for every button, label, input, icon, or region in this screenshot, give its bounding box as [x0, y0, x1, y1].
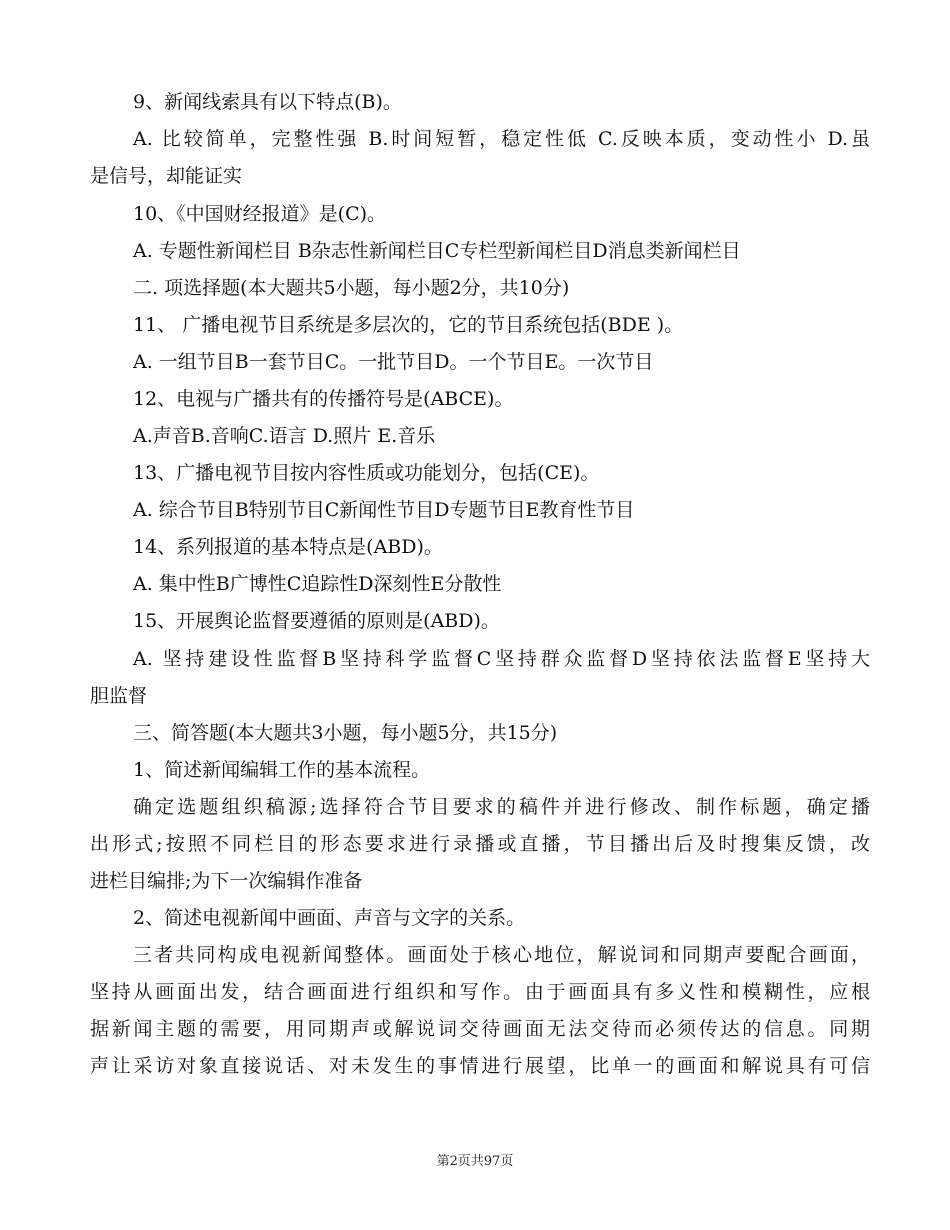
answer-2-line-3: 据新闻主题的需要，用同期声或解说词交待画面无法交待而必须传达的信息。同期	[90, 1018, 870, 1040]
question-11-options: A. 一组节目B一套节目C。一批节目D。一个节目E。一次节目	[133, 351, 654, 373]
question-14: 14、系列报道的基本特点是(ABD)。	[133, 536, 443, 558]
question-15-options-cont: 胆监督	[90, 685, 148, 707]
question-13: 13、广播电视节目按内容性质或功能划分，包括(CE)。	[133, 462, 600, 484]
essay-question-2: 2、简述电视新闻中画面、声音与文字的关系。	[133, 907, 526, 929]
page-number-footer: 第2页共97页	[436, 1154, 514, 1169]
answer-1-line-1: 确定选题组织稿源;选择符合节目要求的稿件并进行修改、制作标题，确定播	[133, 796, 870, 818]
answer-2-line-4: 声让采访对象直接说话、对未发生的事情进行展望，比单一的画面和解说具有可信	[90, 1055, 870, 1077]
answer-1-line-2: 出形式;按照不同栏目的形态要求进行录播或直播，节目播出后及时搜集反馈，改	[90, 833, 870, 855]
question-15: 15、开展舆论监督要遵循的原则是(ABD)。	[133, 610, 500, 632]
essay-question-1: 1、简述新闻编辑工作的基本流程。	[133, 759, 431, 781]
question-11: 11、 广播电视节目系统是多层次的，它的节目系统包括(BDE )。	[133, 314, 684, 336]
question-12: 12、电视与广播共有的传播符号是(ABCE)。	[133, 388, 514, 410]
section-2-heading: 二. 项选择题(本大题共5小题，每小题2分，共10分)	[133, 277, 570, 299]
answer-2-line-2: 坚持从画面出发，结合画面进行组织和写作。由于画面具有多义性和模糊性，应根	[90, 981, 870, 1003]
question-12-options: A.声音B.音响C.语言 D.照片 E.音乐	[133, 425, 436, 447]
question-9-options-cont: 是信号，却能证实	[90, 165, 243, 187]
answer-1-line-3: 进栏目编排;为下一次编辑作准备	[90, 870, 363, 892]
answer-2-line-1: 三者共同构成电视新闻整体。画面处于核心地位，解说词和同期声要配合画面，	[133, 944, 870, 966]
question-10: 10、《中国财经报道》是(C)。	[133, 203, 387, 225]
question-9-options: A. 比较简单，完整性强 B.时间短暂，稳定性低 C.反映本质，变动性小 D.虽	[133, 128, 870, 150]
question-13-options: A. 综合节目B特别节目C新闻性节目D专题节目E教育性节目	[133, 499, 635, 521]
question-10-options: A. 专题性新闻栏目 B杂志性新闻栏目C专栏型新闻栏目D消息类新闻栏目	[133, 240, 741, 262]
question-15-options: A. 坚持建设性监督B坚持科学监督C坚持群众监督D坚持依法监督E坚持大	[133, 648, 870, 670]
question-14-options: A. 集中性B广博性C追踪性D深刻性E分散性	[133, 573, 502, 595]
section-3-heading: 三、简答题(本大题共3小题，每小题5分，共15分)	[133, 722, 558, 744]
question-9: 9、新闻线索具有以下特点(B)。	[133, 91, 402, 113]
